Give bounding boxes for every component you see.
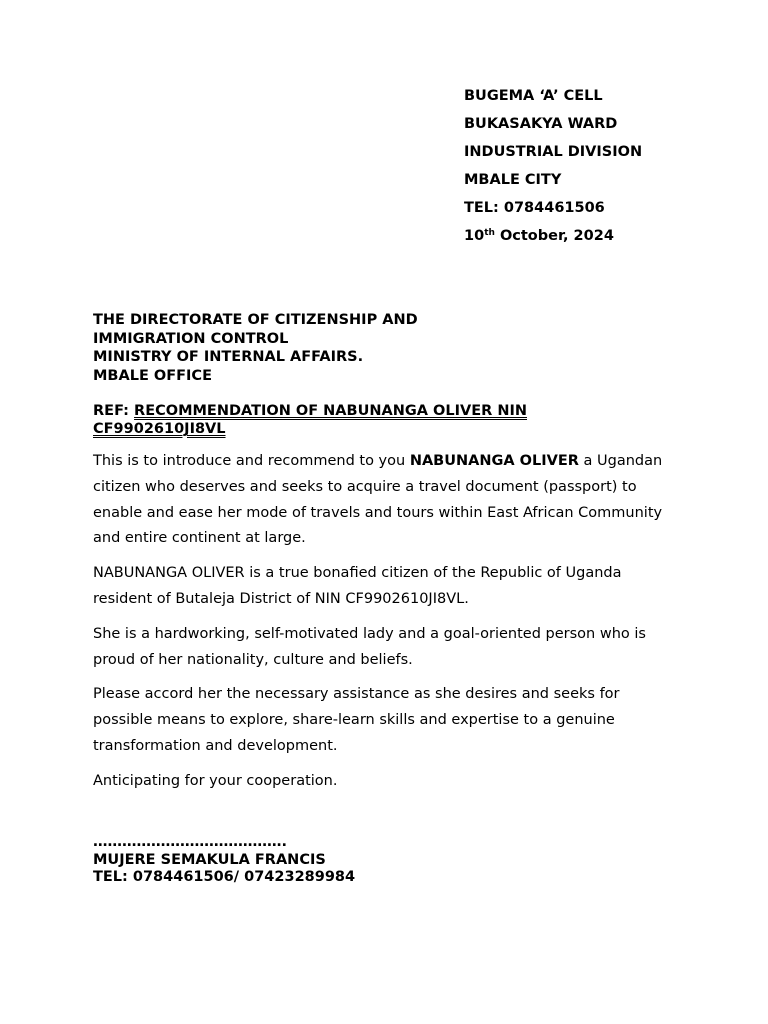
reference-prefix: REF: (93, 403, 135, 419)
reference-line (93, 402, 653, 438)
reference-subject-part1: RECOMMENDATION OF NABUNANGA OLIVER NIN (134, 403, 527, 419)
date-ordinal-suffix: th (484, 228, 495, 238)
sender-cell: BUGEMA ‘A’ CELL (464, 88, 603, 104)
intro-rest-text: a Ugandan citizen who deserves and seeks to acquire a travel document (passport) to enable and ease her mode of travels and tours within East African Community and entire continent at large. (93, 453, 663, 547)
applicant-name: NABUNANGA OLIVER (409, 453, 579, 469)
sender-ward: BUKASAKYA WARD (464, 116, 618, 132)
letter-body (93, 449, 678, 804)
body-paragraph-citizenship: NABUNANGA OLIVER is a true bonafied citizen of the Republic of Uganda resident of Butaleja District of NIN CF9902610JI8VL. (93, 565, 622, 607)
recipient-line-office: MBALE OFFICE (93, 367, 212, 384)
intro-text: This is to introduce and recommend to you (93, 453, 410, 469)
recipient-line-ministry: MINISTRY OF INTERNAL AFFAIRS. (93, 349, 364, 365)
signatory-name: MUJERE SEMAKULA FRANCIS (93, 851, 326, 868)
signature-block (93, 834, 355, 887)
body-paragraph-request: Please accord her the necessary assistance as she desires and seeks for possible means to explore, share-learn skills and expertise to a genuine transformation and development. (93, 686, 620, 754)
body-paragraph-character: She is a hardworking, self-motivated lady and a goal-oriented person who is proud of her nationality, culture and beliefs. (93, 625, 646, 668)
recipient-address-block (93, 311, 418, 385)
sender-address-block (464, 86, 642, 254)
letter-date (464, 226, 642, 254)
signatory-telephone: TEL: 0784461506/ 07423289984 (93, 869, 356, 885)
date-month-year: October, 2024 (494, 228, 614, 244)
sender-city: MBALE CITY (464, 172, 562, 188)
sender-telephone: TEL: 0784461506 (464, 200, 605, 216)
body-paragraph-closing: Anticipating for your cooperation. (93, 772, 338, 789)
date-day: 10 (464, 228, 485, 244)
reference-subject-part2: CF9902610JI8VL (93, 421, 226, 437)
sender-division: INDUSTRIAL DIVISION (464, 144, 643, 160)
recipient-line-directorate: THE DIRECTORATE OF CITIZENSHIP AND (93, 312, 418, 328)
recipient-line-immigration: IMMIGRATION CONTROL (93, 330, 289, 347)
body-paragraph-introduction (93, 449, 678, 552)
signature-dotted-line: …………………………………. (93, 834, 288, 850)
